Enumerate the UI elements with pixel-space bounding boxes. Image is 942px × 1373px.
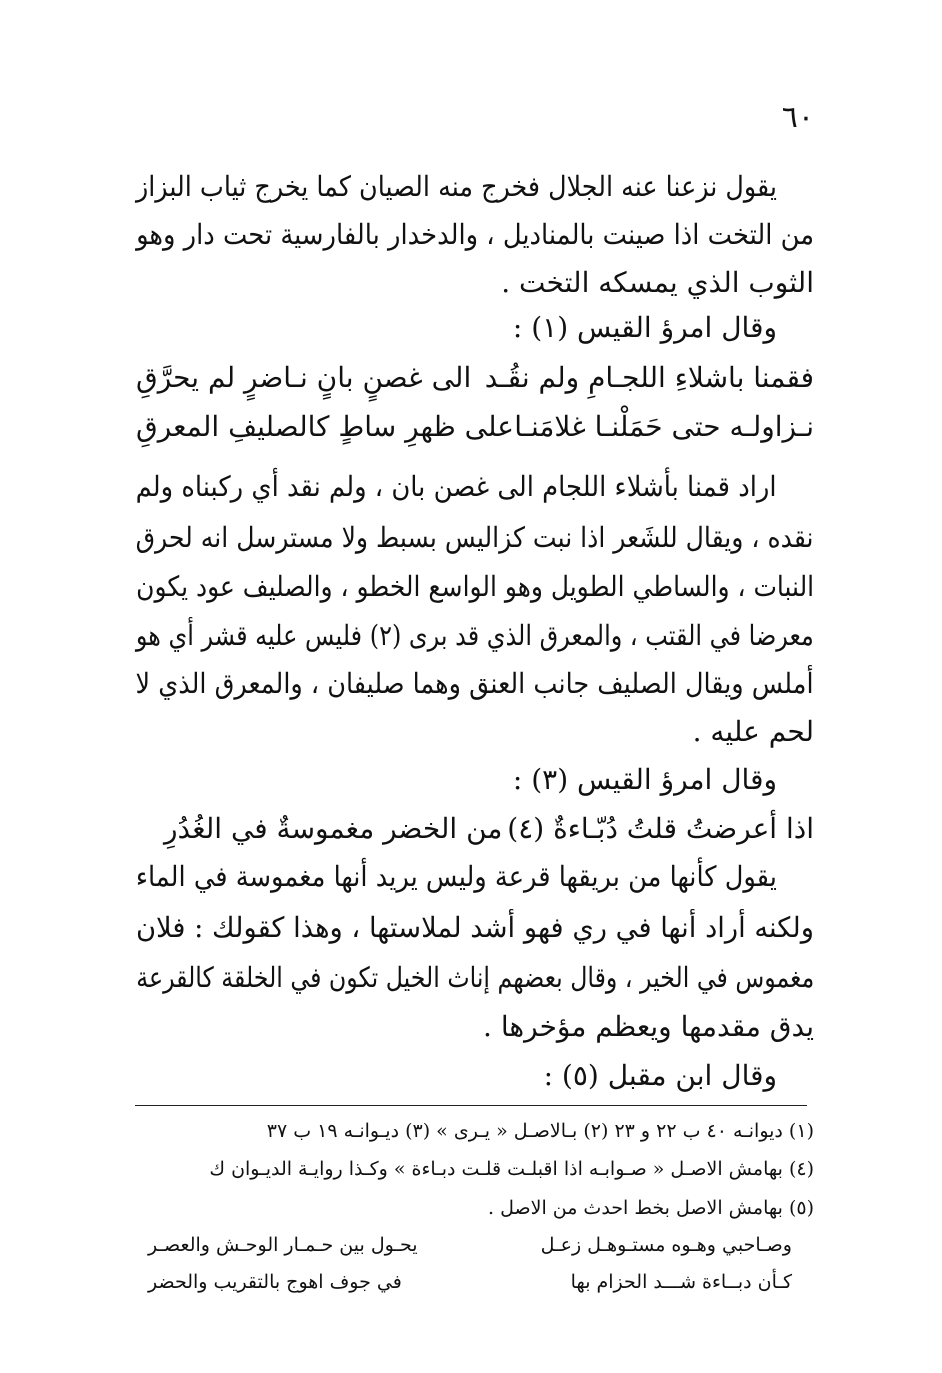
poem-intro: وقال ابن مقبل (٥) : <box>543 1059 777 1092</box>
verse-second-hemistich: في جوف اهوج بالتقريب والحضر <box>148 1271 402 1293</box>
verse-first-hemistich: نـزاولـه حتى حَمَلْنـا غلامَنـا <box>514 410 814 443</box>
verse-first-hemistich: كـأن دبــاءة شـــد الحزام بها <box>570 1271 792 1293</box>
verse-second-hemistich: الى غصنٍ بانٍ نـاضرٍ لم يحرَّقِ <box>136 361 472 394</box>
footnote-line: (١) ديوانـه ٤٠ ب ٢٢ و ٢٣ (٢) بـالاصـل « يـرى » (٣) ديـوانـه ١٩ ب ٣٧ <box>266 1120 814 1142</box>
footnote-divider <box>135 1105 807 1106</box>
verse-second-hemistich: من الخضر مغموسةٌ في الغُدُرِ <box>164 812 503 845</box>
verse-line <box>136 404 814 450</box>
verse-line <box>136 806 814 852</box>
paragraph-line: الثوب الذي يمسكه التخت . <box>501 266 814 299</box>
verse-second-hemistich: على ظهرِ ساطٍ كالصليفِ المعرقِ <box>136 410 514 443</box>
paragraph-line: يقول كأنها من بريقها قرعة وليس يريد أنها مغموسة في الماء <box>136 860 777 893</box>
verse-first-hemistich: فقمنا باشلاءِ اللجـامِ ولم نقُـد <box>484 361 814 394</box>
footnote-line: (٥) بهامش الاصل بخط احدث من الاصل . <box>488 1197 814 1219</box>
verse-first-hemistich: اذا أعرضتُ قلتُ دُبّـاءةٌ (٤) <box>507 812 814 845</box>
paragraph-line: مغموس في الخير ، وقال بعضهم إناث الخيل تكون في الخلقة كالقرعة <box>136 961 814 994</box>
footnote-verse-line <box>148 1227 792 1263</box>
verse-second-hemistich: يحـول بين حـمـار الوحـش والعصـر <box>148 1234 418 1256</box>
paragraph-line: النبات ، والساطي الطويل وهو الواسع الخطو ، والصليف عود يكون <box>136 570 814 603</box>
verse-first-hemistich: وصـاحبي وهـوه مستـوهـل زعـل <box>540 1234 792 1256</box>
paragraph-line: يقول نزعنا عنه الجلال فخرج منه الصيان كما يخرج ثياب البزاز <box>136 170 777 203</box>
paragraph-line: من التخت اذا صينت بالمناديل ، والدخدار بالفارسية تحت دار وهو <box>136 218 814 251</box>
page-number: ٦٠ <box>781 100 814 135</box>
footnote-verse-line <box>148 1264 792 1300</box>
paragraph-line: ولكنه أراد أنها في ري فهو أشد لملاستها ، وهذا كقولك : فلان <box>136 911 814 944</box>
verse-line <box>136 355 814 401</box>
footnote-line: (٤) بهامش الاصـل « صـوابـه اذا اقبلـت قلـت دبـاءة » وكـذا روايـة الديـوان ك <box>209 1158 814 1180</box>
poem-intro: وقال امرؤ القيس (٣) : <box>512 763 777 796</box>
paragraph-line: أملس ويقال الصليف جانب العنق وهما صليفان ، والمعرق الذي لا <box>136 667 814 700</box>
paragraph-line: معرضا في القتب ، والمعرق الذي قد برى (٢) فليس عليه قشر أي هو <box>136 619 814 652</box>
paragraph-line: لحم عليه . <box>692 715 814 748</box>
poem-intro: وقال امرؤ القيس (١) : <box>512 311 777 344</box>
paragraph-line: يدق مقدمها ويعظم مؤخرها . <box>483 1010 814 1043</box>
paragraph-line: نقده ، ويقال للشَعر اذا نبت كزاليس بسبط ولا مسترسل انه لحرق <box>136 521 814 554</box>
paragraph-line: اراد قمنا بأشلاء اللجام الى غصن بان ، ولم نقد أي ركبناه ولم <box>136 470 777 503</box>
